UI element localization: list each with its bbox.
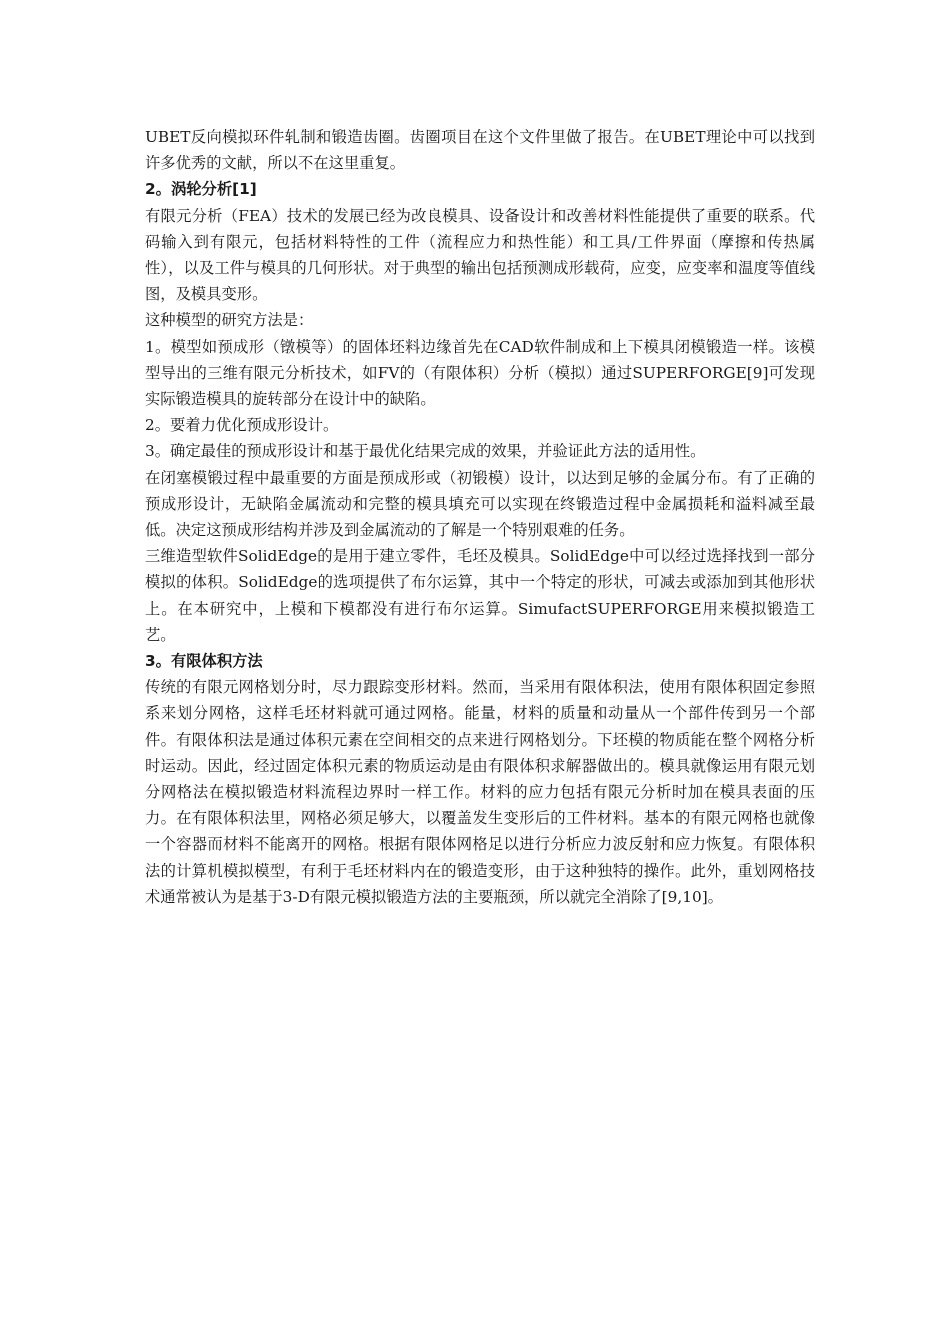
section-2-list-item-3: 3。确定最佳的预成形设计和基于最优化结果完成的效果，并验证此方法的适用性。	[145, 442, 706, 461]
document-body	[145, 124, 815, 910]
section-2-paragraph-3: 在闭塞模锻过程中最重要的方面是预成形或（初锻模）设计，以达到足够的金属分布。有了正确的预成形设计，无缺陷金属流动和完整的模具填充可以实现在终锻造过程中金属损耗和溢料减至最低。决定这预成形结构并涉及到金属流动的了解是一个特别艰难的任务。	[145, 468, 815, 540]
section-3-paragraph-1: 传统的有限元网格划分时，尽力跟踪变形材料。然而，当采用有限体积法，使用有限体积固定参照系来划分网格，这样毛坯材料就可通过网格。能量，材料的质量和动量从一个部件传到另一个部件。有限体积法是通过体积元素在空间相交的点来进行网格划分。下坯模的物质能在整个网格分析时运动。因此，经过固定体积元素的物质运动是由有限体积求解器做出的。模具就像运用有限元划分网格法在模拟锻造材料流程边界时一样工作。材料的应力包括有限元分析时加在模具表面的压力。在有限体积法里，网格必须足够大，以覆盖发生变形后的工件材料。基本的有限元网格也就像一个容器而材料不能离开的网格。根据有限体网格足以进行分析应力波反射和应力恢复。有限体积法的计算机模拟模型，有利于毛坯材料内在的锻造变形，由于这种独特的操作。此外，重划网格技术通常被认为是基于3-D有限元模拟锻造方法的主要瓶颈，所以就完全消除了[9,10]。	[145, 678, 815, 906]
section-2-list-item-2: 2。要着力优化预成形设计。	[145, 416, 339, 435]
section-2-paragraph-1: 有限元分析（FEA）技术的发展已经为改良模具、设备设计和改善材料性能提供了重要的联系。代码输入到有限元，包括材料特性的工件（流程应力和热性能）和工具/工件界面（摩擦和传热属性），以及工件与模具的几何形状。对于典型的输出包括预测成形载荷，应变，应变率和温度等值线图，及模具变形。	[145, 206, 815, 304]
section-2-paragraph-4: 三维造型软件SolidEdge的是用于建立零件，毛坯及模具。SolidEdge中可以经过选择找到一部分模拟的体积。SolidEdge的选项提供了布尔运算，其中一个特定的形状，可减去或添加到其他形状上。在本研究中，上模和下模都没有进行布尔运算。SimufactSUPERFORGE用来模拟锻造工艺。	[145, 547, 815, 644]
section-2-heading: 2。涡轮分析[1]	[145, 180, 257, 199]
section-2-list-item-1: 1。模型如预成形（镦模等）的固体坯料边缘首先在CAD软件制成和上下模具闭模锻造一样。该模型导出的三维有限元分析技术，如FV的（有限体积）分析（模拟）通过SUPERFORGE[9]可发现实际锻造模具的旋转部分在设计中的缺陷。	[145, 337, 815, 409]
intro-paragraph: UBET反向模拟环件轧制和锻造齿圈。齿圈项目在这个文件里做了报告。在UBET理论中可以找到许多优秀的文献，所以不在这里重复。	[145, 128, 815, 173]
section-2-paragraph-2: 这种模型的研究方法是：	[145, 311, 314, 330]
section-3-heading: 3。有限体积方法	[145, 652, 263, 671]
